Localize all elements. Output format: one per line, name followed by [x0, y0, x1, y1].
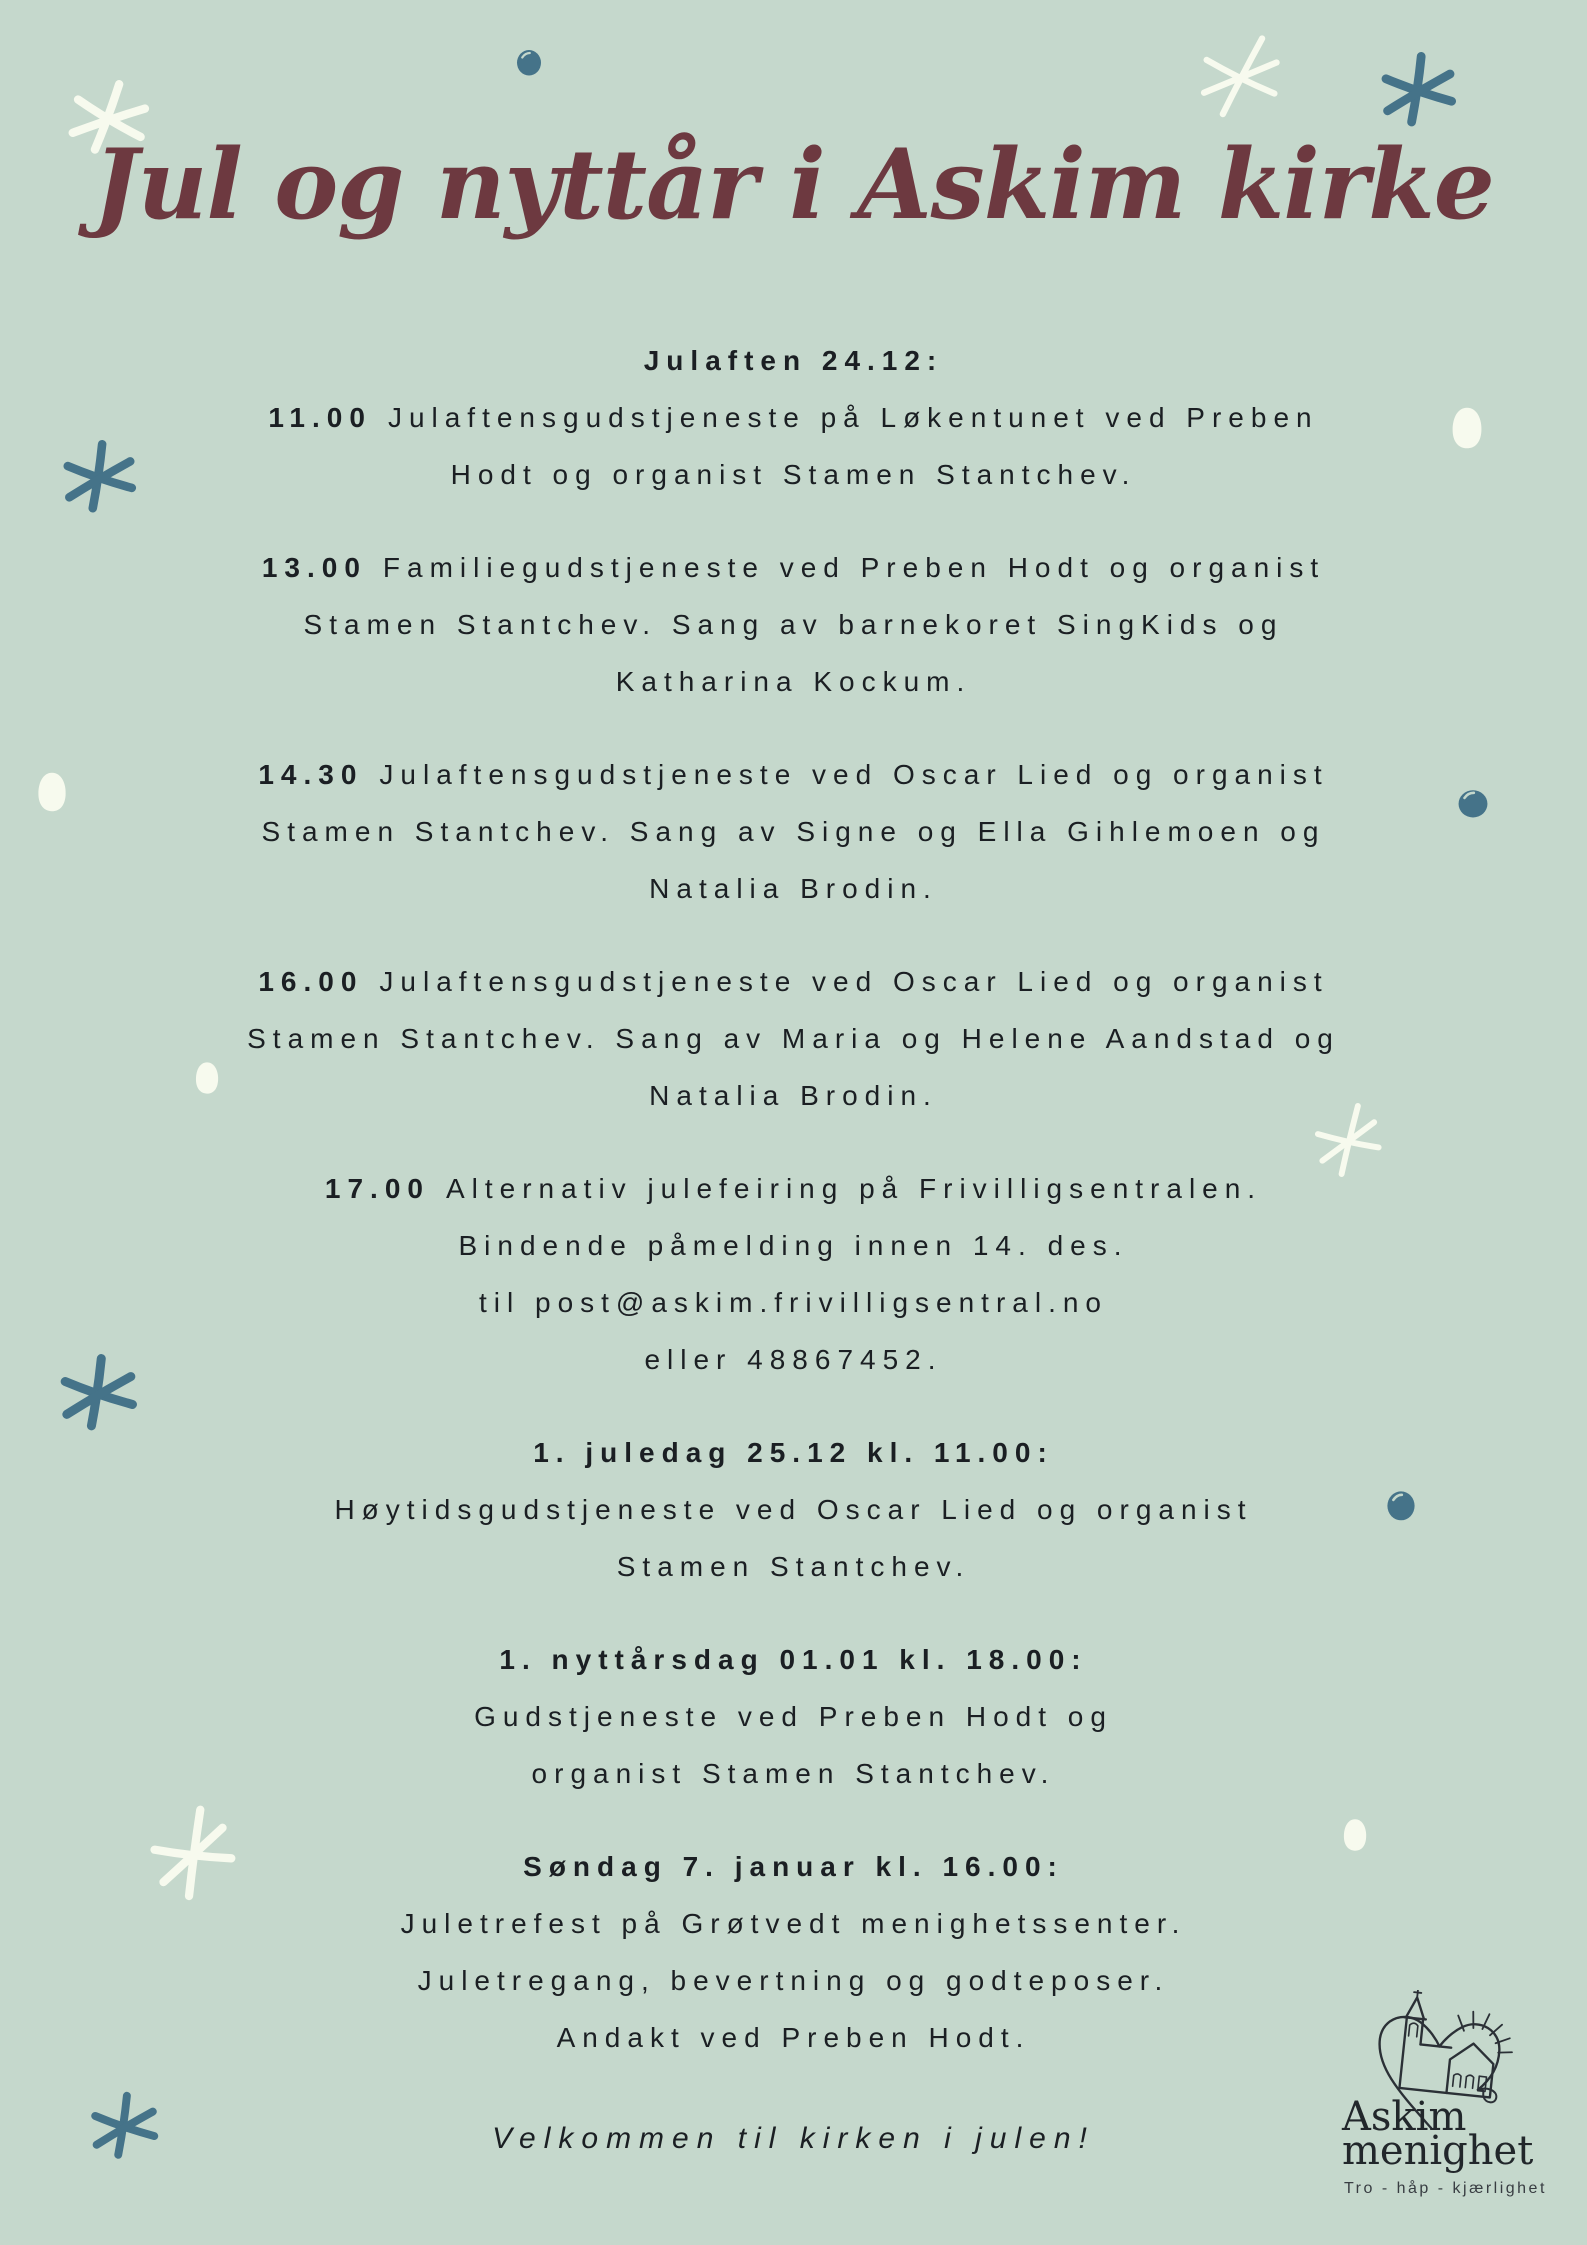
- event-schedule: [0, 332, 1587, 2156]
- event-time: 16.00: [258, 966, 364, 998]
- event-text: Juletregang, bevertning og godteposer.: [417, 1965, 1170, 1997]
- event-text: Juletrefest på Grøtvedt menighetssenter.: [400, 1908, 1187, 1940]
- event-text: Natalia Brodin.: [649, 1080, 938, 1112]
- logo-tagline: Tro - håp - kjærlighet: [1344, 2180, 1547, 2197]
- event-text: Stamen Stantchev. Sang av Signe og Ella Gihlemoen og: [261, 816, 1326, 848]
- event-time: 13.00: [261, 552, 367, 584]
- event-section-juledag: [0, 1424, 1587, 1595]
- event-text: Stamen Stantchev. Sang av Maria og Helene Aandstad og: [247, 1023, 1340, 1055]
- event-time: 17.00: [324, 1173, 430, 1205]
- event-text: Stamen Stantchev.: [616, 1551, 971, 1583]
- event-text: Høytidsgudstjeneste ved Oscar Lied og organist: [334, 1494, 1253, 1526]
- event-text: Hodt og organist Stamen Stantchev.: [450, 459, 1137, 491]
- event-heading: 1. juledag 25.12 kl. 11.00:: [533, 1437, 1054, 1469]
- event-text: organist Stamen Stantchev.: [531, 1758, 1056, 1790]
- event-entry: [0, 953, 1587, 1124]
- logo-name-line2: menighet: [1342, 2128, 1534, 2174]
- event-heading: Julaften 24.12:: [643, 345, 944, 377]
- event-entry: [0, 746, 1587, 917]
- event-entry: [0, 539, 1587, 710]
- event-text: Stamen Stantchev. Sang av barnekoret SingKids og: [303, 609, 1284, 641]
- event-text: Julaftensgudstjeneste ved Oscar Lied og organist: [379, 966, 1329, 998]
- event-heading: 1. nyttårsdag 01.01 kl. 18.00:: [499, 1644, 1088, 1676]
- logo-name: [1342, 2094, 1534, 2174]
- event-text: Bindende påmelding innen 14. des.: [458, 1230, 1129, 1262]
- event-entry: [0, 1481, 1587, 1595]
- event-text: eller 48867452.: [644, 1344, 943, 1376]
- askim-menighet-logo: [1318, 1990, 1568, 2220]
- event-text: Familiegudstjeneste ved Preben Hodt og organist: [382, 552, 1326, 584]
- event-entry: [0, 1688, 1587, 1802]
- event-section-nyttarsdag: [0, 1631, 1587, 1802]
- logo-name-line1: Askim: [1342, 2094, 1467, 2140]
- event-text: Katharina Kockum.: [615, 666, 972, 698]
- page-title: Jul og nyttår i Askim kirke: [93, 128, 1494, 241]
- event-text: Julaftensgudstjeneste på Løkentunet ved Preben: [387, 402, 1319, 434]
- event-text: Gudstjeneste ved Preben Hodt og: [474, 1701, 1113, 1733]
- event-text: Natalia Brodin.: [649, 873, 938, 905]
- event-entry: [0, 1160, 1587, 1388]
- event-time: 14.30: [258, 759, 364, 791]
- event-text: Alternativ julefeiring på Frivilligsentralen.: [445, 1173, 1263, 1205]
- event-text: Andakt ved Preben Hodt.: [556, 2022, 1031, 2054]
- welcome-message: Velkommen til kirken i julen!: [492, 2122, 1095, 2156]
- event-section-julaften: [0, 332, 1587, 1388]
- event-text: til post@askim.frivilligsentral.no: [479, 1287, 1108, 1319]
- event-time: 11.00: [268, 402, 372, 434]
- teal-dot-icon: [514, 46, 544, 83]
- event-heading: Søndag 7. januar kl. 16.00:: [523, 1851, 1064, 1883]
- event-entry: [0, 389, 1587, 503]
- event-text: Julaftensgudstjeneste ved Oscar Lied og organist: [379, 759, 1329, 791]
